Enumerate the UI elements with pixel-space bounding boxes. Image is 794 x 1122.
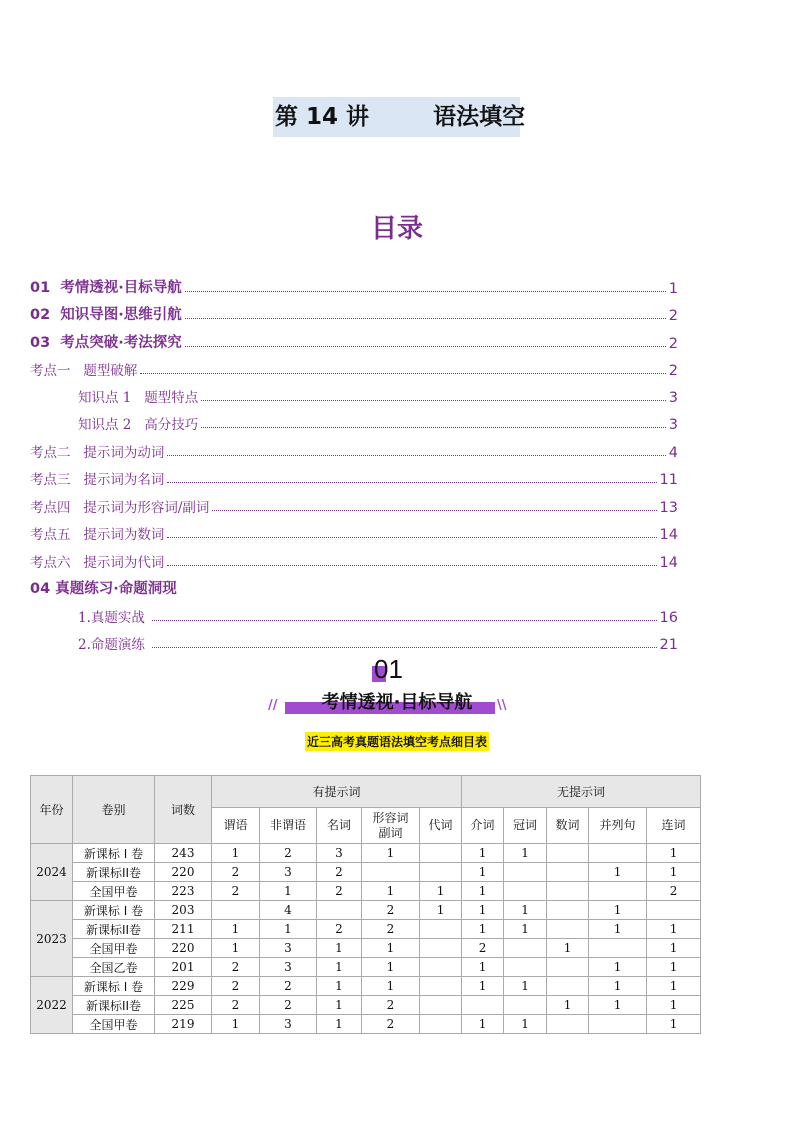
word-count-cell: 220 bbox=[155, 863, 212, 882]
count-cell bbox=[212, 901, 260, 920]
count-cell: 1 bbox=[317, 958, 362, 977]
count-cell: 1 bbox=[647, 958, 701, 977]
count-cell: 1 bbox=[647, 977, 701, 996]
count-cell: 1 bbox=[462, 901, 504, 920]
count-cell bbox=[420, 863, 462, 882]
count-cell bbox=[547, 1015, 589, 1034]
year-cell: 2023 bbox=[31, 901, 73, 977]
count-cell: 1 bbox=[212, 939, 260, 958]
title-highlight bbox=[273, 97, 526, 137]
section-title: 考情透视·目标导航 bbox=[321, 692, 473, 713]
count-cell bbox=[504, 996, 547, 1015]
count-cell bbox=[547, 901, 589, 920]
count-cell bbox=[504, 863, 547, 882]
toc-item[interactable] bbox=[30, 277, 678, 297]
count-cell bbox=[547, 977, 589, 996]
count-cell: 2 bbox=[462, 939, 504, 958]
header-column: 冠词 bbox=[504, 808, 547, 844]
toc-leader-dots bbox=[185, 291, 666, 292]
toc-leader-dots bbox=[167, 455, 665, 456]
count-cell: 2 bbox=[212, 882, 260, 901]
count-cell: 2 bbox=[362, 996, 420, 1015]
word-count-cell: 229 bbox=[155, 977, 212, 996]
header-year: 年份 bbox=[31, 776, 73, 844]
toc-item[interactable] bbox=[30, 551, 678, 571]
table-row bbox=[31, 977, 701, 996]
count-cell: 1 bbox=[317, 996, 362, 1015]
paper-cell: 新课标 I 卷 bbox=[73, 977, 155, 996]
count-cell: 2 bbox=[212, 977, 260, 996]
paper-cell: 全国乙卷 bbox=[73, 958, 155, 977]
count-cell: 1 bbox=[362, 844, 420, 863]
count-cell: 2 bbox=[362, 1015, 420, 1034]
toc-item-page: 21 bbox=[659, 637, 678, 653]
toc-item[interactable] bbox=[30, 441, 678, 461]
count-cell: 1 bbox=[362, 977, 420, 996]
paper-cell: 新课标 I 卷 bbox=[73, 901, 155, 920]
toc-leader-dots bbox=[185, 318, 666, 319]
toc-item-page: 14 bbox=[659, 555, 678, 571]
toc-item-label: 考点一 题型破解 bbox=[30, 363, 138, 379]
table-row bbox=[31, 996, 701, 1015]
lesson-title: 第 14 讲 语法填空 bbox=[275, 104, 526, 130]
paper-cell: 新课标 I 卷 bbox=[73, 844, 155, 863]
word-count-cell: 225 bbox=[155, 996, 212, 1015]
table-row bbox=[31, 901, 701, 920]
count-cell: 1 bbox=[647, 939, 701, 958]
year-cell: 2022 bbox=[31, 977, 73, 1034]
toc-item[interactable] bbox=[30, 468, 678, 488]
count-cell: 1 bbox=[589, 920, 647, 939]
count-cell bbox=[362, 863, 420, 882]
count-cell bbox=[420, 920, 462, 939]
year-cell: 2024 bbox=[31, 844, 73, 901]
count-cell bbox=[420, 1015, 462, 1034]
header-with-hint: 有提示词 bbox=[212, 776, 462, 808]
toc-item[interactable] bbox=[30, 496, 678, 516]
count-cell: 1 bbox=[362, 939, 420, 958]
count-cell: 1 bbox=[317, 939, 362, 958]
toc-item-page: 3 bbox=[668, 390, 678, 406]
count-cell: 2 bbox=[260, 996, 317, 1015]
count-cell: 1 bbox=[212, 1015, 260, 1034]
toc-item-page: 2 bbox=[668, 308, 678, 324]
toc-item-page: 3 bbox=[668, 417, 678, 433]
count-cell: 1 bbox=[647, 920, 701, 939]
exam-points-table bbox=[30, 775, 701, 1034]
count-cell: 2 bbox=[317, 882, 362, 901]
word-count-cell: 201 bbox=[155, 958, 212, 977]
count-cell: 1 bbox=[260, 882, 317, 901]
count-cell bbox=[420, 939, 462, 958]
toc-item-label: 知识点 2 高分技巧 bbox=[78, 417, 199, 433]
count-cell bbox=[589, 844, 647, 863]
count-cell: 3 bbox=[260, 958, 317, 977]
count-cell bbox=[547, 958, 589, 977]
count-cell: 1 bbox=[362, 882, 420, 901]
paper-cell: 新课标II卷 bbox=[73, 863, 155, 882]
toc-item-label: 03 考点突破·考法探究 bbox=[30, 335, 182, 351]
toc-leader-dots bbox=[201, 427, 666, 428]
count-cell: 1 bbox=[362, 958, 420, 977]
paper-cell: 新课标II卷 bbox=[73, 996, 155, 1015]
count-cell: 1 bbox=[462, 1015, 504, 1034]
header-word-count: 词数 bbox=[155, 776, 212, 844]
count-cell: 1 bbox=[212, 920, 260, 939]
toc-leader-dots bbox=[167, 482, 656, 483]
count-cell: 1 bbox=[317, 977, 362, 996]
table-row bbox=[31, 844, 701, 863]
table-caption-text: 近三高考真题语法填空考点细目表 bbox=[305, 732, 489, 751]
count-cell: 1 bbox=[647, 863, 701, 882]
header-column: 名词 bbox=[317, 808, 362, 844]
count-cell: 2 bbox=[212, 958, 260, 977]
word-count-cell: 243 bbox=[155, 844, 212, 863]
toc-item-page: 14 bbox=[659, 527, 678, 543]
toc-leader-dots bbox=[140, 373, 665, 374]
toc-item-label: 考点四 提示词为形容词/副词 bbox=[30, 500, 210, 516]
word-count-cell: 211 bbox=[155, 920, 212, 939]
count-cell: 3 bbox=[260, 1015, 317, 1034]
count-cell: 1 bbox=[504, 1015, 547, 1034]
word-count-cell: 219 bbox=[155, 1015, 212, 1034]
count-cell: 1 bbox=[589, 996, 647, 1015]
header-column: 并列句 bbox=[589, 808, 647, 844]
count-cell: 1 bbox=[212, 844, 260, 863]
count-cell: 3 bbox=[260, 939, 317, 958]
paper-cell: 新课标II卷 bbox=[73, 920, 155, 939]
count-cell: 2 bbox=[317, 920, 362, 939]
header-column: 连词 bbox=[647, 808, 701, 844]
toc-item[interactable] bbox=[78, 413, 678, 433]
toc-item[interactable] bbox=[30, 304, 678, 324]
count-cell: 3 bbox=[260, 863, 317, 882]
count-cell: 1 bbox=[260, 920, 317, 939]
table-row bbox=[31, 863, 701, 882]
count-cell: 4 bbox=[260, 901, 317, 920]
count-cell: 1 bbox=[462, 863, 504, 882]
word-count-cell: 203 bbox=[155, 901, 212, 920]
count-cell bbox=[547, 920, 589, 939]
toc-item[interactable] bbox=[30, 523, 678, 543]
count-cell bbox=[420, 996, 462, 1015]
header-column: 形容词 副词 bbox=[362, 808, 420, 844]
section-number-text: 01 bbox=[374, 654, 403, 684]
toc-item[interactable] bbox=[30, 359, 678, 379]
toc-item-page: 11 bbox=[659, 472, 678, 488]
table-row bbox=[31, 920, 701, 939]
toc-item-label: 04 真题练习·命题洞现 bbox=[30, 581, 177, 597]
count-cell: 1 bbox=[589, 901, 647, 920]
table-row bbox=[31, 1015, 701, 1034]
count-cell: 1 bbox=[647, 996, 701, 1015]
toc-leader-dots bbox=[152, 647, 656, 648]
word-count-cell: 223 bbox=[155, 882, 212, 901]
toc-leader-dots bbox=[212, 510, 656, 511]
count-cell: 2 bbox=[260, 977, 317, 996]
toc-item-label: 02 知识导图·思维引航 bbox=[30, 307, 182, 323]
toc-heading: 目录 bbox=[370, 214, 423, 244]
count-cell: 1 bbox=[647, 844, 701, 863]
toc-item-page: 13 bbox=[659, 500, 678, 516]
count-cell: 1 bbox=[547, 996, 589, 1015]
header-column: 谓语 bbox=[212, 808, 260, 844]
paper-cell: 全国甲卷 bbox=[73, 882, 155, 901]
count-cell: 1 bbox=[462, 920, 504, 939]
header-paper: 卷别 bbox=[73, 776, 155, 844]
count-cell: 3 bbox=[317, 844, 362, 863]
toc-leader-dots bbox=[167, 537, 656, 538]
count-cell: 2 bbox=[362, 920, 420, 939]
count-cell bbox=[420, 844, 462, 863]
toc-item-label: 考点三 提示词为名词 bbox=[30, 472, 165, 488]
count-cell bbox=[504, 958, 547, 977]
count-cell bbox=[462, 996, 504, 1015]
count-cell: 1 bbox=[547, 939, 589, 958]
count-cell: 1 bbox=[589, 958, 647, 977]
table-row bbox=[31, 958, 701, 977]
toc-item[interactable] bbox=[78, 386, 678, 406]
header-column: 数词 bbox=[547, 808, 589, 844]
toc-item[interactable] bbox=[78, 633, 678, 653]
count-cell: 1 bbox=[420, 901, 462, 920]
slash-right-decoration: \\ bbox=[497, 698, 507, 713]
toc-item-label: 考点二 提示词为动词 bbox=[30, 445, 165, 461]
count-cell bbox=[547, 863, 589, 882]
count-cell: 1 bbox=[647, 1015, 701, 1034]
header-no-hint: 无提示词 bbox=[462, 776, 701, 808]
count-cell bbox=[504, 882, 547, 901]
header-column: 介词 bbox=[462, 808, 504, 844]
toc-item-label: 知识点 1 题型特点 bbox=[78, 390, 199, 406]
paper-cell: 全国甲卷 bbox=[73, 939, 155, 958]
section-number bbox=[370, 654, 430, 684]
toc-leader-dots bbox=[152, 620, 656, 621]
toc-leader-dots bbox=[167, 565, 656, 566]
count-cell: 1 bbox=[462, 844, 504, 863]
count-cell bbox=[504, 939, 547, 958]
toc-item[interactable] bbox=[78, 606, 678, 626]
count-cell: 1 bbox=[462, 882, 504, 901]
count-cell: 1 bbox=[589, 863, 647, 882]
toc-item-page: 2 bbox=[668, 336, 678, 352]
count-cell: 2 bbox=[212, 863, 260, 882]
toc-item[interactable] bbox=[30, 578, 678, 598]
toc-item-page: 4 bbox=[668, 445, 678, 461]
toc-item-page: 1 bbox=[668, 281, 678, 297]
count-cell: 1 bbox=[504, 977, 547, 996]
count-cell: 1 bbox=[504, 901, 547, 920]
count-cell: 1 bbox=[462, 958, 504, 977]
count-cell: 2 bbox=[212, 996, 260, 1015]
toc-leader-dots bbox=[185, 346, 666, 347]
table-caption bbox=[0, 731, 794, 751]
count-cell: 1 bbox=[462, 977, 504, 996]
slash-left-decoration: // bbox=[268, 698, 278, 713]
toc-item-page: 2 bbox=[668, 363, 678, 379]
count-cell bbox=[589, 939, 647, 958]
word-count-cell: 220 bbox=[155, 939, 212, 958]
toc-item-label: 1.真题实战 bbox=[78, 610, 150, 626]
toc-item-label: 考点六 提示词为代词 bbox=[30, 555, 165, 571]
count-cell bbox=[589, 1015, 647, 1034]
table-row bbox=[31, 882, 701, 901]
count-cell: 1 bbox=[589, 977, 647, 996]
toc-item-label: 2.命题演练 bbox=[78, 637, 150, 653]
paper-cell: 全国甲卷 bbox=[73, 1015, 155, 1034]
count-cell bbox=[420, 958, 462, 977]
header-column: 代词 bbox=[420, 808, 462, 844]
toc-leader-dots bbox=[201, 400, 666, 401]
header-column: 非谓语 bbox=[260, 808, 317, 844]
toc-item-page: 16 bbox=[659, 610, 678, 626]
count-cell: 2 bbox=[362, 901, 420, 920]
count-cell bbox=[547, 882, 589, 901]
count-cell bbox=[317, 901, 362, 920]
count-cell: 1 bbox=[504, 920, 547, 939]
count-cell bbox=[589, 882, 647, 901]
table-row bbox=[31, 939, 701, 958]
count-cell: 2 bbox=[317, 863, 362, 882]
count-cell bbox=[647, 901, 701, 920]
count-cell: 2 bbox=[260, 844, 317, 863]
count-cell bbox=[420, 977, 462, 996]
toc-item-label: 01 考情透视·目标导航 bbox=[30, 280, 182, 296]
count-cell: 1 bbox=[317, 1015, 362, 1034]
toc-item[interactable] bbox=[30, 332, 678, 352]
count-cell: 2 bbox=[647, 882, 701, 901]
count-cell: 1 bbox=[420, 882, 462, 901]
count-cell: 1 bbox=[504, 844, 547, 863]
count-cell bbox=[547, 844, 589, 863]
toc-item-label: 考点五 提示词为数词 bbox=[30, 527, 165, 543]
